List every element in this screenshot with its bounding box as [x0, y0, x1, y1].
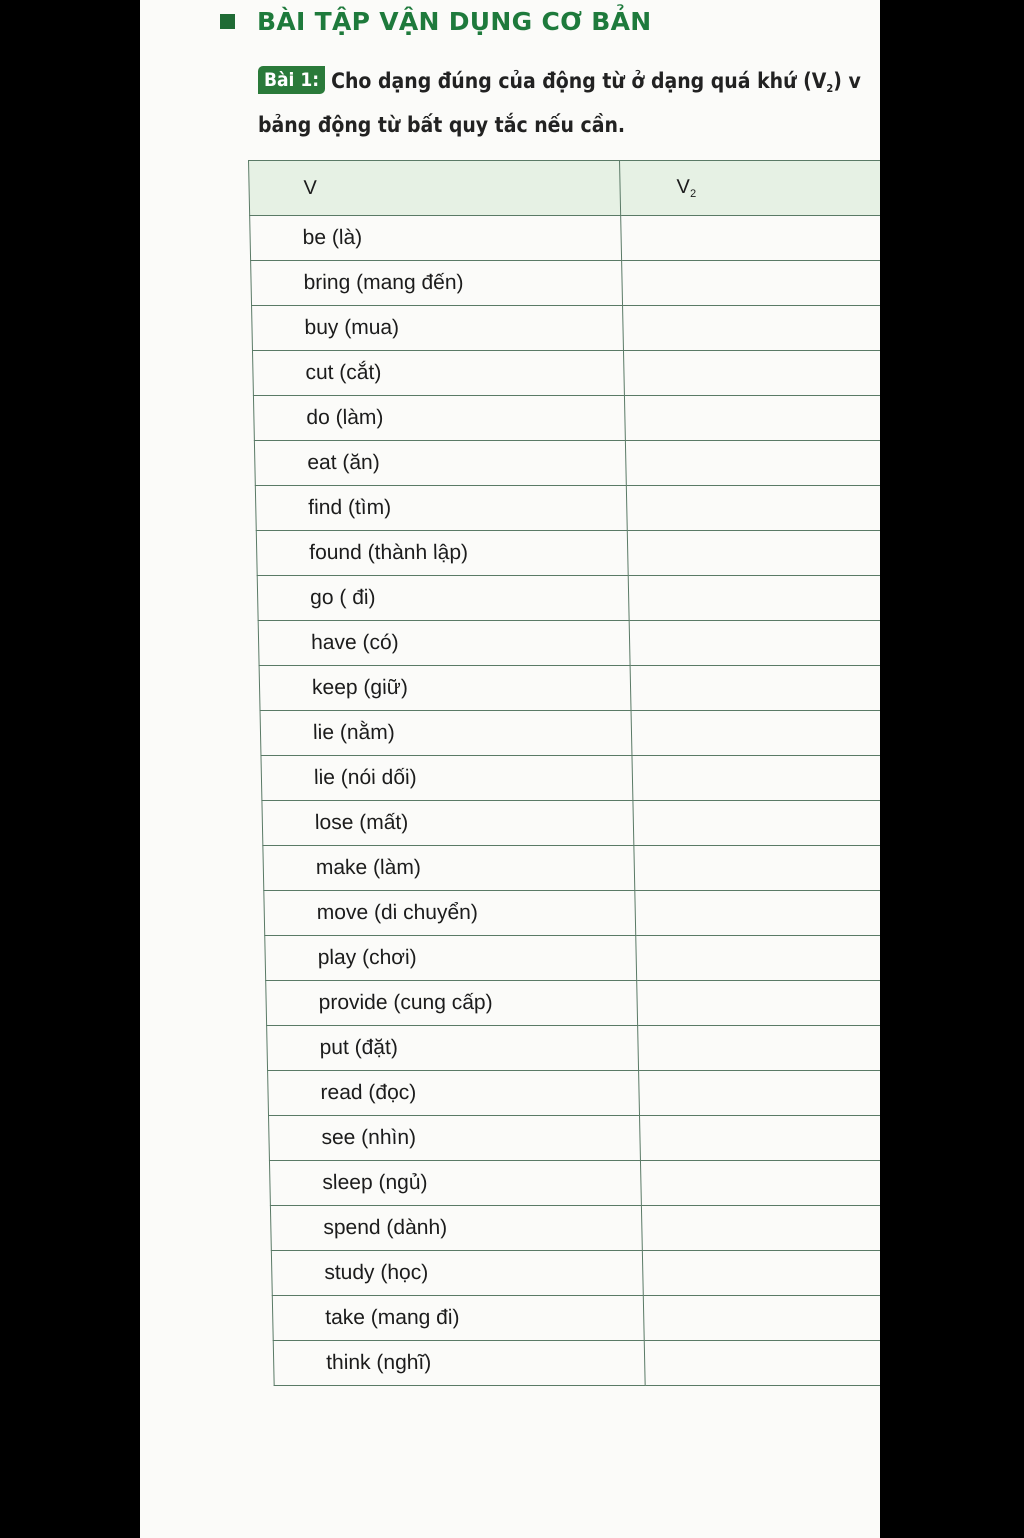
verb-table [248, 160, 880, 1386]
answer-cell[interactable] [642, 1251, 880, 1296]
table-row [261, 756, 880, 801]
verb-cell: study (học) [271, 1251, 643, 1296]
verb-cell: think (nghĩ) [273, 1341, 645, 1386]
verb-cell: go ( đi) [257, 576, 629, 621]
answer-cell[interactable] [627, 531, 880, 576]
table-row [260, 711, 880, 756]
answer-cell[interactable] [626, 486, 880, 531]
answer-cell[interactable] [633, 801, 880, 846]
table-row [269, 1116, 880, 1161]
section-heading [220, 4, 651, 38]
verb-cell: spend (dành) [270, 1206, 642, 1251]
answer-cell[interactable] [625, 441, 880, 486]
worksheet-page [140, 0, 880, 1538]
answer-cell[interactable] [622, 261, 880, 306]
table-row [250, 216, 880, 261]
answer-cell[interactable] [630, 666, 880, 711]
verb-cell: cut (cắt) [252, 351, 624, 396]
answer-cell[interactable] [624, 396, 880, 441]
table-row [272, 1296, 880, 1341]
exercise-instruction [258, 63, 880, 144]
verb-cell: sleep (ngủ) [269, 1161, 641, 1206]
answer-cell[interactable] [639, 1071, 880, 1116]
table-row [265, 936, 880, 981]
instruction-text: Cho dạng đúng của động từ ở dạng quá khứ (V [331, 69, 827, 93]
exercise-badge: Bài 1: [258, 66, 325, 94]
answer-cell[interactable] [640, 1161, 880, 1206]
answer-cell[interactable] [638, 1026, 880, 1071]
instruction-line-2: bảng động từ bất quy tắc nếu cần. [258, 113, 626, 137]
table-row [256, 531, 880, 576]
verb-cell: buy (mua) [252, 306, 624, 351]
instruction-subscript: 2 [826, 82, 834, 95]
verb-cell: read (đọc) [268, 1071, 640, 1116]
verb-cell: found (thành lập) [256, 531, 628, 576]
section-title: BÀI TẬP VẬN DỤNG CƠ BẢN [257, 6, 652, 36]
verb-cell: play (chơi) [265, 936, 637, 981]
table-row [251, 261, 880, 306]
verb-cell: bring (mang đến) [251, 261, 623, 306]
answer-cell[interactable] [623, 306, 880, 351]
instruction-text-end: ) v [833, 69, 861, 93]
table-row [270, 1206, 880, 1251]
column-header-v2-subscript: 2 [689, 188, 697, 200]
verb-cell: make (làm) [263, 846, 635, 891]
verb-cell: be (là) [250, 216, 622, 261]
table-row [258, 621, 880, 666]
answer-cell[interactable] [621, 216, 880, 261]
table-row [271, 1251, 880, 1296]
column-header-v2-base: V [676, 176, 691, 198]
answer-cell[interactable] [634, 846, 880, 891]
table-row [252, 351, 880, 396]
table-row [259, 666, 880, 711]
answer-cell[interactable] [636, 936, 880, 981]
verb-rows [250, 216, 880, 1386]
verb-cell: do (làm) [253, 396, 625, 441]
table-row [255, 486, 880, 531]
column-header-v: V [249, 161, 621, 216]
table-row [252, 306, 880, 351]
table-row [253, 396, 880, 441]
answer-cell[interactable] [643, 1296, 880, 1341]
verb-cell: lie (nằm) [260, 711, 632, 756]
answer-cell[interactable] [641, 1206, 880, 1251]
answer-cell[interactable] [640, 1116, 880, 1161]
verb-cell: eat (ăn) [254, 441, 626, 486]
answer-cell[interactable] [637, 981, 880, 1026]
table-row [254, 441, 880, 486]
answer-cell[interactable] [623, 351, 880, 396]
verb-cell: keep (giữ) [259, 666, 631, 711]
verb-cell: put (đặt) [267, 1026, 639, 1071]
answer-cell[interactable] [632, 756, 880, 801]
table-row [268, 1071, 880, 1116]
instruction-line-1 [258, 63, 880, 107]
verb-cell: find (tìm) [255, 486, 627, 531]
verb-cell: lie (nói dối) [261, 756, 633, 801]
table-row [257, 576, 880, 621]
table-row [267, 1026, 880, 1071]
verb-cell: have (có) [258, 621, 630, 666]
column-header-v2 [620, 161, 880, 216]
answer-cell[interactable] [635, 891, 880, 936]
answer-cell[interactable] [628, 576, 880, 621]
verb-cell: see (nhìn) [269, 1116, 641, 1161]
verb-cell: take (mang đi) [272, 1296, 644, 1341]
answer-cell[interactable] [629, 621, 880, 666]
table-header-row [249, 161, 880, 216]
table-row [269, 1161, 880, 1206]
table-row [263, 846, 880, 891]
table-row [266, 981, 880, 1026]
verb-cell: move (di chuyển) [264, 891, 636, 936]
answer-cell[interactable] [631, 711, 880, 756]
table-row [262, 801, 880, 846]
table-row [264, 891, 880, 936]
verb-cell: lose (mất) [262, 801, 634, 846]
answer-cell[interactable] [644, 1341, 880, 1386]
verb-cell: provide (cung cấp) [266, 981, 638, 1026]
square-bullet-icon [220, 14, 235, 29]
table-row [273, 1341, 880, 1386]
